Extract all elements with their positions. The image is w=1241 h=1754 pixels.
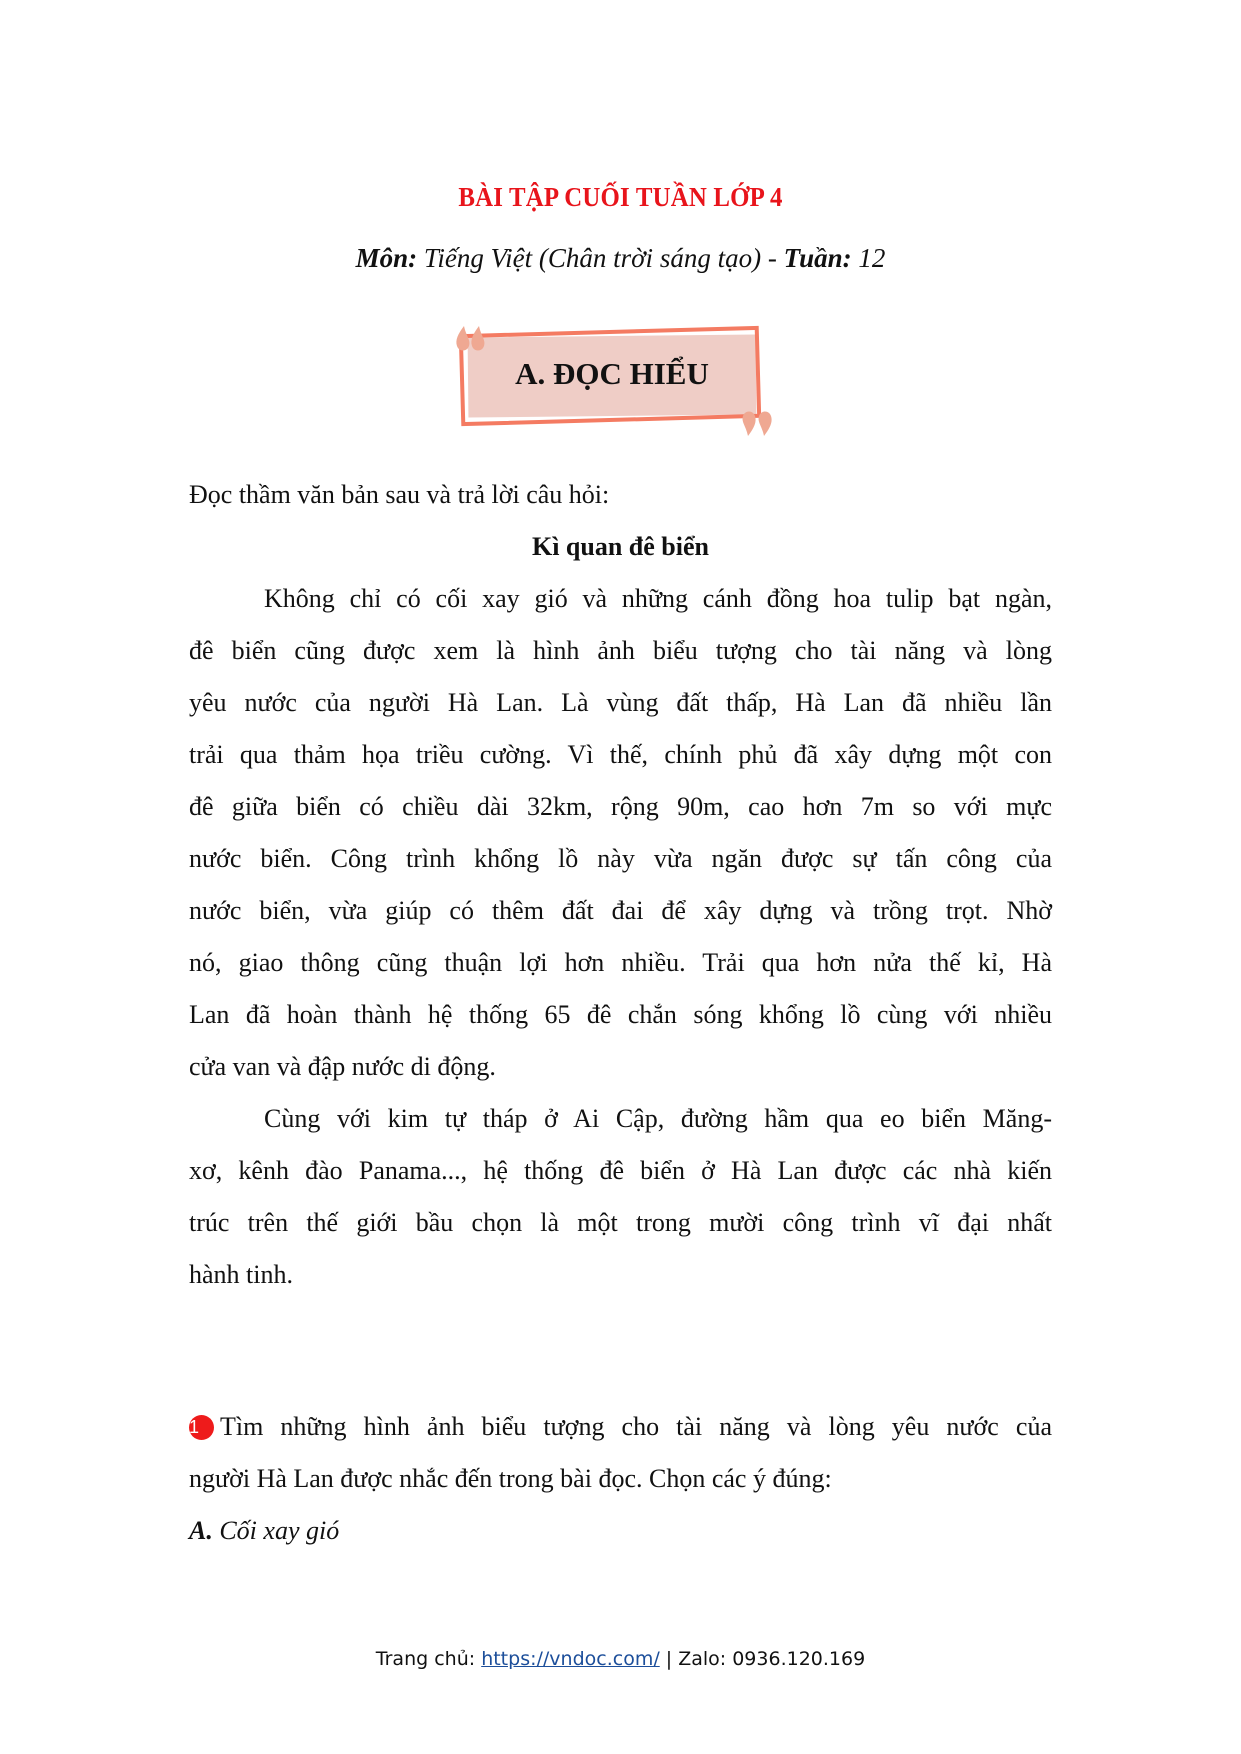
option-text: Cối xay gió xyxy=(219,1516,340,1545)
subject-label: Môn: xyxy=(355,243,418,273)
week-label: Tuần: xyxy=(783,243,852,273)
footer-home-label: Trang chủ: xyxy=(375,1648,482,1670)
section-label: A. ĐỌC HIỂU xyxy=(515,356,709,391)
section-heading-box xyxy=(452,322,772,432)
passage-line: đê giữa biển có chiều dài 32km, rộng 90m, cao hơn 7m so với mực xyxy=(189,792,1052,821)
passage-line: nó, giao thông cũng thuận lợi hơn nhiều. Trải qua hơn nửa thế kỉ, Hà xyxy=(189,948,1052,977)
passage-line: hành tinh. xyxy=(189,1260,293,1289)
footer-separator: | xyxy=(659,1648,679,1670)
week-value: 12 xyxy=(858,243,886,273)
question-text-line-2: người Hà Lan được nhắc đến trong bài đọc. Chọn các ý đúng: xyxy=(189,1464,832,1493)
passage-line: xơ, kênh đào Panama..., hệ thống đê biển ở Hà Lan được các nhà kiến xyxy=(189,1156,1052,1185)
close-quote-icon xyxy=(738,396,778,440)
worksheet-title: BÀI TẬP CUỐI TUẦN LỚP 4 xyxy=(458,182,783,212)
page-footer xyxy=(0,1648,1241,1670)
option-letter: A. xyxy=(189,1516,213,1545)
subject-value: Tiếng Việt (Chân trời sáng tạo) xyxy=(423,243,762,273)
passage-line: Lan đã hoàn thành hệ thống 65 đê chắn sóng khổng lồ cùng với nhiều xyxy=(189,1000,1052,1029)
passage-line: nước biển, vừa giúp có thêm đất đai để xây dựng và trồng trọt. Nhờ xyxy=(189,896,1052,925)
subject-line xyxy=(0,243,1241,274)
answer-option-a[interactable] xyxy=(189,1516,1052,1546)
passage-line: Cùng với kim tự tháp ở Ai Cập, đường hầm qua eo biển Măng- xyxy=(264,1104,1052,1133)
passage-line: đê biển cũng được xem là hình ảnh biểu tượng cho tài năng và lòng xyxy=(189,636,1052,665)
question-number-badge: 1 xyxy=(189,1415,214,1440)
passage-line: trải qua thảm họa triều cường. Vì thế, chính phủ đã xây dựng một con xyxy=(189,740,1052,769)
subject-separator: - xyxy=(761,243,784,273)
question-1 xyxy=(189,1412,1052,1442)
instruction-text: Đọc thầm văn bản sau và trả lời câu hỏi: xyxy=(189,480,610,509)
question-text-line-1: Tìm những hình ảnh biểu tượng cho tài năng và lòng yêu nước của xyxy=(220,1412,1052,1441)
passage-title: Kì quan đê biển xyxy=(531,532,709,561)
footer-home-link[interactable]: https://vndoc.com/ xyxy=(481,1648,660,1670)
footer-zalo: Zalo: 0936.120.169 xyxy=(678,1648,866,1670)
passage-line: Không chỉ có cối xay gió và những cánh đồng hoa tulip bạt ngàn, xyxy=(264,584,1052,613)
passage-line: nước biển. Công trình khổng lồ này vừa ngăn được sự tấn công của xyxy=(189,844,1052,873)
passage-line: yêu nước của người Hà Lan. Là vùng đất thấp, Hà Lan đã nhiều lần xyxy=(189,688,1052,717)
passage-line: cửa van và đập nước di động. xyxy=(189,1052,496,1081)
passage-line: trúc trên thế giới bầu chọn là một trong mười công trình vĩ đại nhất xyxy=(189,1208,1052,1237)
